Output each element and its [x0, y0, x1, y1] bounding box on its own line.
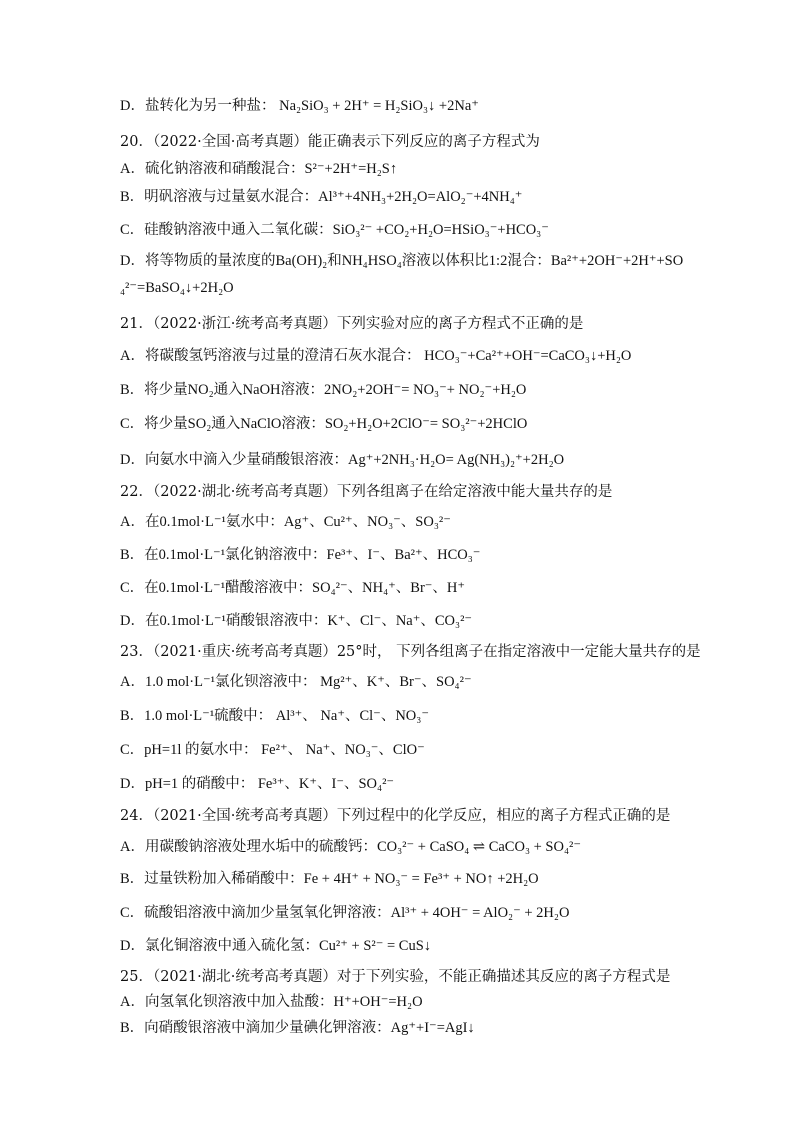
- option-21-a: A．将碳酸氢钙溶液与过量的澄清石灰水混合： HCO₃⁻+Ca²⁺+OH⁻=CaCO₃↓+H₂O: [120, 348, 632, 364]
- option-25-a: A．向氢氧化钡溶液中加入盐酸：H⁺+OH⁻=H₂O: [120, 994, 423, 1010]
- question-22: 22．（2022·湖北·统考高考真题）下列各组离子在给定溶液中能大量共存的是: [120, 484, 613, 500]
- option-21-d: D．向氨水中滴入少量硝酸银溶液：Ag⁺+2NH₃·H₂O= Ag(NH₃)₂⁺+2H₂O: [120, 452, 565, 468]
- question-20: 20．（2022·全国·高考真题）能正确表示下列反应的离子方程式为: [120, 134, 540, 150]
- option-24-c: C．硫酸铝溶液中滴加少量氢氧化钾溶液：Al³⁺ + 4OH⁻ = AlO₂⁻ + 2H₂O: [120, 905, 570, 921]
- option-25-b: B．向硝酸银溶液中滴加少量碘化钾溶液：Ag⁺+I⁻=AgI↓: [120, 1020, 475, 1036]
- option-20-d: D．将等物质的量浓度的Ba(OH)₂和NH₄HSO₄溶液以体积比1:2混合：Ba²⁺+2OH⁻+2H⁺+SO: [120, 253, 684, 269]
- question-25: 25．（2021·湖北·统考高考真题）对于下列实验，不能正确描述其反应的离子方程式是: [120, 969, 671, 985]
- option-22-a: A．在0.1mol·L⁻¹氨水中：Ag⁺、Cu²⁺、NO₃⁻、SO₃²⁻: [120, 514, 451, 530]
- question-24: 24．（2021·全国·统考高考真题）下列过程中的化学反应，相应的离子方程式正确的是: [120, 808, 671, 824]
- option-23-d: D．pH=1 的硝酸中： Fe³⁺、K⁺、I⁻、SO₄²⁻: [120, 776, 395, 792]
- option-21-c: C．将少量SO₂通入NaClO溶液：SO₂+H₂O+2ClO⁻= SO₃²⁻+2HClO: [120, 416, 528, 432]
- option-24-a: A．用碳酸钠溶液处理水垢中的硫酸钙：CO₃²⁻ + CaSO₄ ⇌ CaCO₃ + SO₄²⁻: [120, 839, 582, 855]
- option-20-b: B．明矾溶液与过量氨水混合：Al³⁺+4NH₃+2H₂O=AlO₂⁻+4NH₄⁺: [120, 189, 523, 205]
- option-23-b: B．1.0 mol·L⁻¹硫酸中： Al³⁺、 Na⁺、Cl⁻、NO₃⁻: [120, 708, 429, 724]
- question-23: 23．（2021·重庆·统考高考真题）25°时， 下列各组离子在指定溶液中一定能大量共存的是: [120, 644, 701, 660]
- option-23-c: C．pH=1l 的氨水中： Fe²⁺、 Na⁺、NO₃⁻、ClO⁻: [120, 742, 425, 758]
- option-24-b: B．过量铁粉加入稀硝酸中：Fe + 4H⁺ + NO₃⁻ = Fe³⁺ + NO↑ +2H₂O: [120, 871, 539, 887]
- question-21: 21．（2022·浙江·统考高考真题）下列实验对应的离子方程式不正确的是: [120, 316, 584, 332]
- option-24-d: D．氯化铜溶液中通入硫化氢：Cu²⁺ + S²⁻ = CuS↓: [120, 938, 432, 954]
- option-22-b: B．在0.1mol·L⁻¹氯化钠溶液中：Fe³⁺、I⁻、Ba²⁺、HCO₃⁻: [120, 547, 481, 563]
- option-20-d-cont: ₄²⁻=BaSO₄↓+2H₂O: [120, 280, 234, 296]
- option-22-d: D．在0.1mol·L⁻¹硝酸银溶液中：K⁺、Cl⁻、Na⁺、CO₃²⁻: [120, 613, 473, 629]
- option-20-a: A．硫化钠溶液和硝酸混合：S²⁻+2H⁺=H₂S↑: [120, 161, 398, 177]
- option-20-c: C．硅酸钠溶液中通入二氧化碳：SiO₃²⁻ +CO₂+H₂O=HSiO₃⁻+HCO₃⁻: [120, 222, 549, 238]
- option-23-a: A．1.0 mol·L⁻¹氯化钡溶液中： Mg²⁺、K⁺、Br⁻、SO₄²⁻: [120, 674, 472, 690]
- option-19-d: D．盐转化为另一种盐： Na₂SiO₃ + 2H⁺ = H₂SiO₃↓ +2Na⁺: [120, 98, 479, 114]
- option-22-c: C．在0.1mol·L⁻¹醋酸溶液中：SO₄²⁻、NH₄⁺、Br⁻、H⁺: [120, 580, 466, 596]
- option-21-b: B．将少量NO₂通入NaOH溶液：2NO₂+2OH⁻= NO₃⁻+ NO₂⁻+H₂O: [120, 382, 527, 398]
